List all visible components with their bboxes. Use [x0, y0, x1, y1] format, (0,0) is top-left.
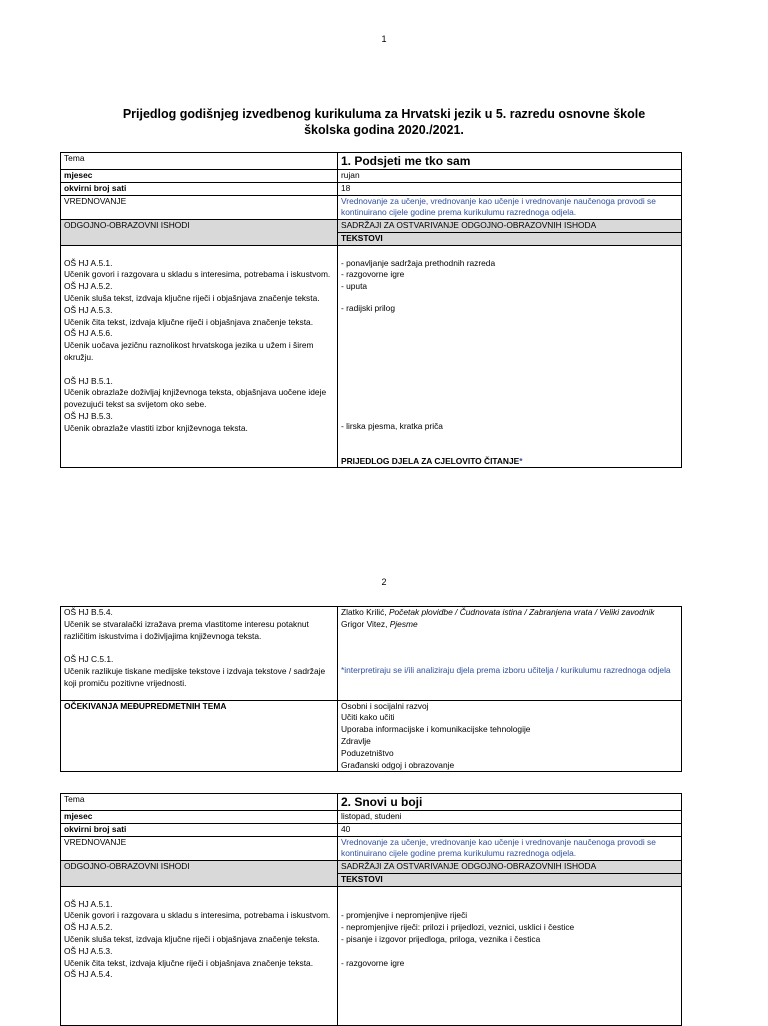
- outcome-code: OŠ HJ C.5.1.: [64, 654, 114, 665]
- outcome-code: OŠ HJ B.5.1.: [64, 375, 113, 386]
- work-entry-1: Zlatko Krilić, Početak plovidbe / Čudnovata istina / Zabranjena vrata / Veliki zavodnik: [341, 607, 655, 617]
- reading-list-cell: [338, 607, 682, 701]
- outcome-code: OŠ HJ A.5.2.: [64, 281, 113, 292]
- tekstovi-header: TEKSTOVI: [338, 232, 682, 245]
- content-item: - uputa: [341, 281, 368, 292]
- tema-value: 1. Podsjeti me tko sam: [338, 153, 682, 170]
- content-item: - ponavljanje sadržaja prethodnih razreda: [341, 257, 496, 268]
- content-item: - razgovorne igre: [341, 957, 405, 968]
- outcomes-cell: [61, 886, 338, 1025]
- ishodi-header: ODGOJNO-OBRAZOVNI ISHODI: [61, 220, 338, 246]
- vrednovanje-label: VREDNOVANJE: [61, 836, 338, 861]
- content-item: - razgovorne igre: [341, 269, 405, 280]
- outcome-code: OŠ HJ A.5.2.: [64, 922, 113, 933]
- outcome-text: Učenik sluša tekst, izdvaja ključne riječi i objašnjava značenje teksta.: [64, 933, 320, 944]
- outcome-code: OŠ HJ A.5.3.: [64, 304, 113, 315]
- theme-item: Zdravlje: [341, 735, 371, 746]
- content-item: - lirska pjesma, kratka priča: [341, 420, 443, 431]
- outcome-text: Učenik obrazlaže vlastiti izbor književnoga teksta.: [64, 422, 248, 433]
- page-number: 1: [381, 34, 387, 44]
- ishodi-header: ODGOJNO-OBRAZOVNI ISHODI: [61, 861, 338, 887]
- ocekivanja-label: OČEKIVANJA MEĐUPREDMETNIH TEMA: [61, 700, 338, 772]
- content-item: - nepromjenjive riječi: prilozi i prijedlozi, veznici, usklici i čestice: [341, 922, 575, 933]
- topic-2-table: [60, 793, 682, 1026]
- mjesec-value: rujan: [338, 170, 682, 183]
- vrednovanje-value: Vrednovanje za učenje, vrednovanje kao učenje i vrednovanje naučenoga provodi se kontinuirano cijele godine prema kurikulumu razrednoga odjela.: [338, 836, 682, 861]
- title-line-1: Prijedlog godišnjeg izvedbenog kurikuluma za Hrvatski jezik u 5. razredu osnovne škole: [122, 107, 646, 121]
- outcome-code: OŠ HJ A.5.6.: [64, 328, 113, 339]
- tekstovi-header: TEKSTOVI: [338, 873, 682, 886]
- sati-label: okvirni broj sati: [61, 182, 338, 195]
- mjesec-label: mjesec: [61, 170, 338, 183]
- vrednovanje-label: VREDNOVANJE: [61, 195, 338, 220]
- outcome-code: OŠ HJ A.5.1.: [64, 898, 113, 909]
- outcome-text: Učenik govori i razgovara u skladu s interesima, potrebama i iskustvom.: [64, 910, 331, 921]
- sadrzaji-header: SADRŽAJI ZA OSTVARIVANJE ODGOJNO-OBRAZOVNIH ISHODA: [338, 861, 682, 874]
- sati-value: 18: [338, 182, 682, 195]
- outcomes-cell: [61, 245, 338, 468]
- content-item: - promjenjive i nepromjenjive riječi: [341, 910, 468, 921]
- outcome-text: Učenik uočava jezičnu raznolikost hrvatskoga jezika u užem i širem okružju.: [64, 340, 314, 362]
- topic-1-table: [60, 152, 682, 468]
- outcome-code: OŠ HJ B.5.4.: [64, 607, 113, 617]
- work-entry-2: Grigor Vitez, Pjesme: [341, 618, 418, 629]
- theme-item: Građanski odgoj i obrazovanje: [341, 759, 455, 770]
- outcome-text: Učenik čita tekst, izdvaja ključne riječi i objašnjava značenje teksta.: [64, 957, 314, 968]
- outcome-code: OŠ HJ B.5.3.: [64, 410, 113, 421]
- page-number: 2: [381, 577, 387, 587]
- sati-value: 40: [338, 823, 682, 836]
- outcome-text: Učenik se stvaralački izražava prema vlastitome interesu potaknut različitim iskustvima i doživljajima književnoga teksta.: [64, 618, 309, 641]
- sati-label: okvirni broj sati: [61, 823, 338, 836]
- outcome-code: OŠ HJ A.5.4.: [64, 969, 113, 980]
- vrednovanje-value: Vrednovanje za učenje, vrednovanje kao učenje i vrednovanje naučenoga provodi se kontinuirano cijele godine prema kurikulumu razrednoga odjela.: [338, 195, 682, 220]
- document-title: [0, 106, 768, 138]
- outcome-text: Učenik obrazlaže doživljaj književnoga teksta, objašnjava uočene ideje povezujući tekst sa svijetom oko sebe.: [64, 387, 327, 410]
- themes-cell: [338, 700, 682, 772]
- outcome-text: Učenik čita tekst, izdvaja ključne riječi i objašnjava značenje teksta.: [64, 316, 314, 327]
- theme-item: Učiti kako učiti: [341, 712, 395, 723]
- outcome-text: Učenik sluša tekst, izdvaja ključne riječi i objašnjava značenje teksta.: [64, 292, 320, 303]
- contents-cell: [338, 245, 682, 468]
- content-item: - radijski prilog: [341, 302, 395, 313]
- outcome-text: Učenik govori i razgovara u skladu s interesima, potrebama i iskustvom.: [64, 269, 331, 280]
- tema-label: Tema: [61, 794, 338, 811]
- outcome-code: OŠ HJ A.5.1.: [64, 257, 113, 268]
- theme-item: Osobni i socijalni razvoj: [341, 700, 429, 711]
- tema-label: Tema: [61, 153, 338, 170]
- reading-note: *interpretiraju se i/ili analiziraju djela prema izboru učitelja / kurikulumu razrednoga odjela: [341, 664, 671, 675]
- theme-item: Uporaba informacijske i komunikacijske tehnologije: [341, 724, 531, 735]
- theme-item: Poduzetništvo: [341, 747, 394, 758]
- topic-1-continued-table: [60, 606, 682, 772]
- outcomes-cell: [61, 607, 338, 701]
- mjesec-value: listopad, studeni: [338, 811, 682, 824]
- outcome-code: OŠ HJ A.5.3.: [64, 945, 113, 956]
- mjesec-label: mjesec: [61, 811, 338, 824]
- content-item: - pisanje i izgovor prijedloga, priloga, veznika i čestica: [341, 933, 541, 944]
- contents-cell: [338, 886, 682, 1025]
- sadrzaji-header: SADRŽAJI ZA OSTVARIVANJE ODGOJNO-OBRAZOVNIH ISHODA: [338, 220, 682, 233]
- title-line-2: školska godina 2020./2021.: [304, 123, 464, 137]
- prijedlog-heading: PRIJEDLOG DJELA ZA CJELOVITO ČITANJE*: [341, 455, 523, 466]
- tema-row: [61, 153, 682, 170]
- tema-value: 2. Snovi u boji: [338, 794, 682, 811]
- outcome-text: Učenik razlikuje tiskane medijske tekstove i izdvaja tekstove / sadržaje koji promiču pozitivne vrijednosti.: [64, 665, 326, 688]
- asterisk-mark: *: [519, 455, 523, 466]
